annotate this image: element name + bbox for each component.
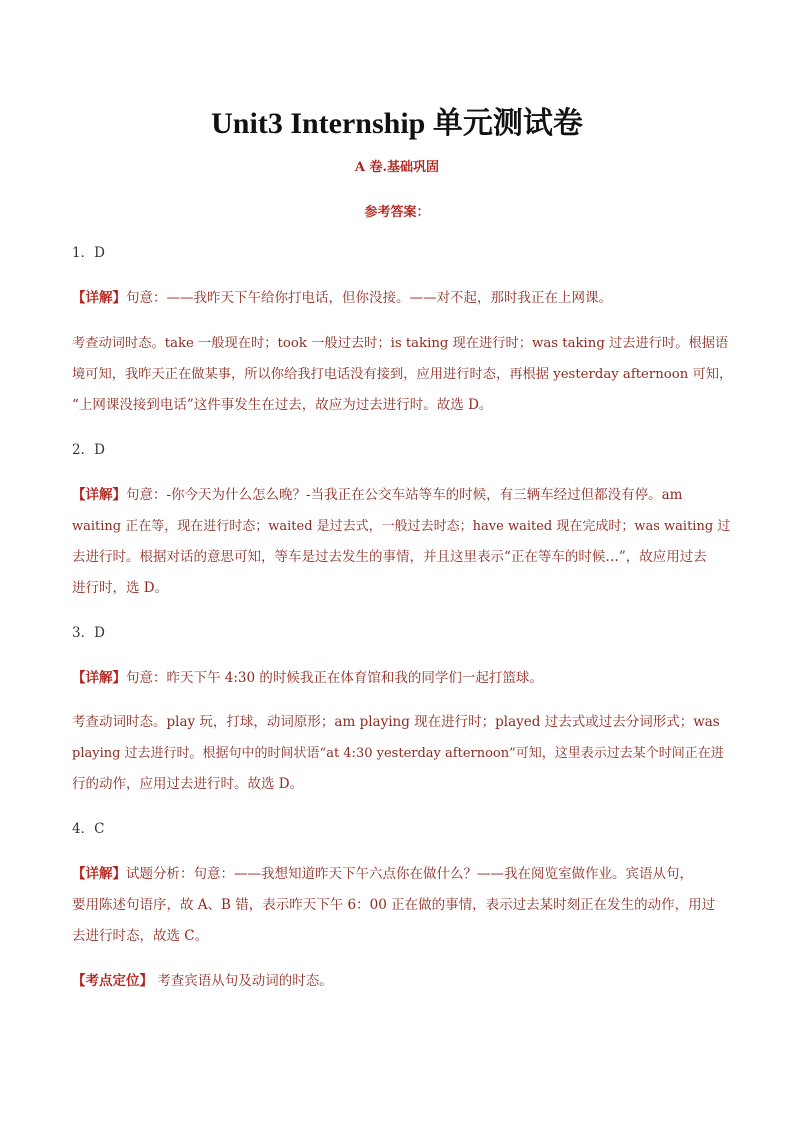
- detail-tag: 【详解】: [72, 866, 126, 882]
- key-point-tag: 【考点定位】: [72, 973, 153, 989]
- explanation-line: 境可知，我昨天正在做某事，所以你给我打电话没有接到，应用进行时态，再根据 yesterday afternoon 可知，: [72, 367, 733, 382]
- answer-number: 3．D: [72, 625, 105, 641]
- explanation-line: playing 过去进行时。根据句中的时间状语“at 4:30 yesterday afternoon”可知，这里表示过去某个时间正在进: [72, 746, 724, 761]
- explanation-line: 去进行时态，故选 C。: [72, 928, 209, 944]
- detail-tag: 【详解】: [72, 487, 126, 503]
- answers-heading: 参考答案：: [364, 205, 430, 220]
- answer-explanation: [72, 859, 732, 890]
- detail-tag: 【详解】: [72, 290, 126, 306]
- explanation-line: 行的动作，应用过去进行时。故选 D。: [72, 776, 304, 792]
- explanation-line: waiting 正在等，现在进行时态；waited 是过去式，一般过去时态；have waited 现在完成时；was waiting 过: [72, 519, 731, 534]
- key-point-note: [72, 966, 732, 997]
- answer-number: 1．D: [72, 245, 105, 261]
- answer-number: 4．C: [72, 821, 105, 837]
- translation-text: 试题分析：句意：——我想知道昨天下午六点你在做什么？——我在阅览室做作业。宾语从句，: [126, 866, 693, 882]
- explanation-line: 考查动词时态。play 玩，打球，动词原形；am playing 现在进行时；played 过去式或过去分词形式；was: [72, 714, 720, 730]
- translation-text: 句意：昨天下午 4:30 的时候我正在体育馆和我的同学们一起打篮球。: [126, 670, 543, 686]
- answer-explanation: [72, 663, 732, 694]
- answer-number: 2．D: [72, 442, 105, 458]
- answer-explanation: [72, 480, 732, 511]
- document-title: Unit3 Internship 单元测试卷: [211, 107, 583, 140]
- answer-explanation: [72, 283, 732, 314]
- section-heading: A 卷.基础巩固: [354, 160, 440, 175]
- translation-text: 句意：-你今天为什么怎么晚？-当我正在公交车站等车的时候，有三辆车经过但都没有停。am: [126, 487, 683, 503]
- explanation-line: 进行时，选 D。: [72, 580, 169, 596]
- detail-tag: 【详解】: [72, 670, 126, 686]
- explanation-line: 考查动词时态。take 一般现在时；took 一般过去时；is taking 现在进行时；was taking 过去进行时。根据语: [72, 336, 729, 351]
- explanation-line: “上网课没接到电话”这件事发生在过去，故应为过去进行时。故选 D。: [72, 397, 493, 413]
- key-point-text: 考查宾语从句及动词的时态。: [153, 973, 333, 989]
- explanation-line: 要用陈述句语序，故 A、B 错，表示昨天下午 6：00 正在做的事情，表示过去某时刻正在发生的动作，用过: [72, 897, 716, 913]
- explanation-line: 去进行时。根据对话的意思可知，等车是过去发生的事情，并且这里表示“正在等车的时候…”，故应用过去: [72, 549, 707, 565]
- translation-text: 句意：——我昨天下午给你打电话，但你没接。——对不起，那时我正在上网课。: [126, 290, 612, 306]
